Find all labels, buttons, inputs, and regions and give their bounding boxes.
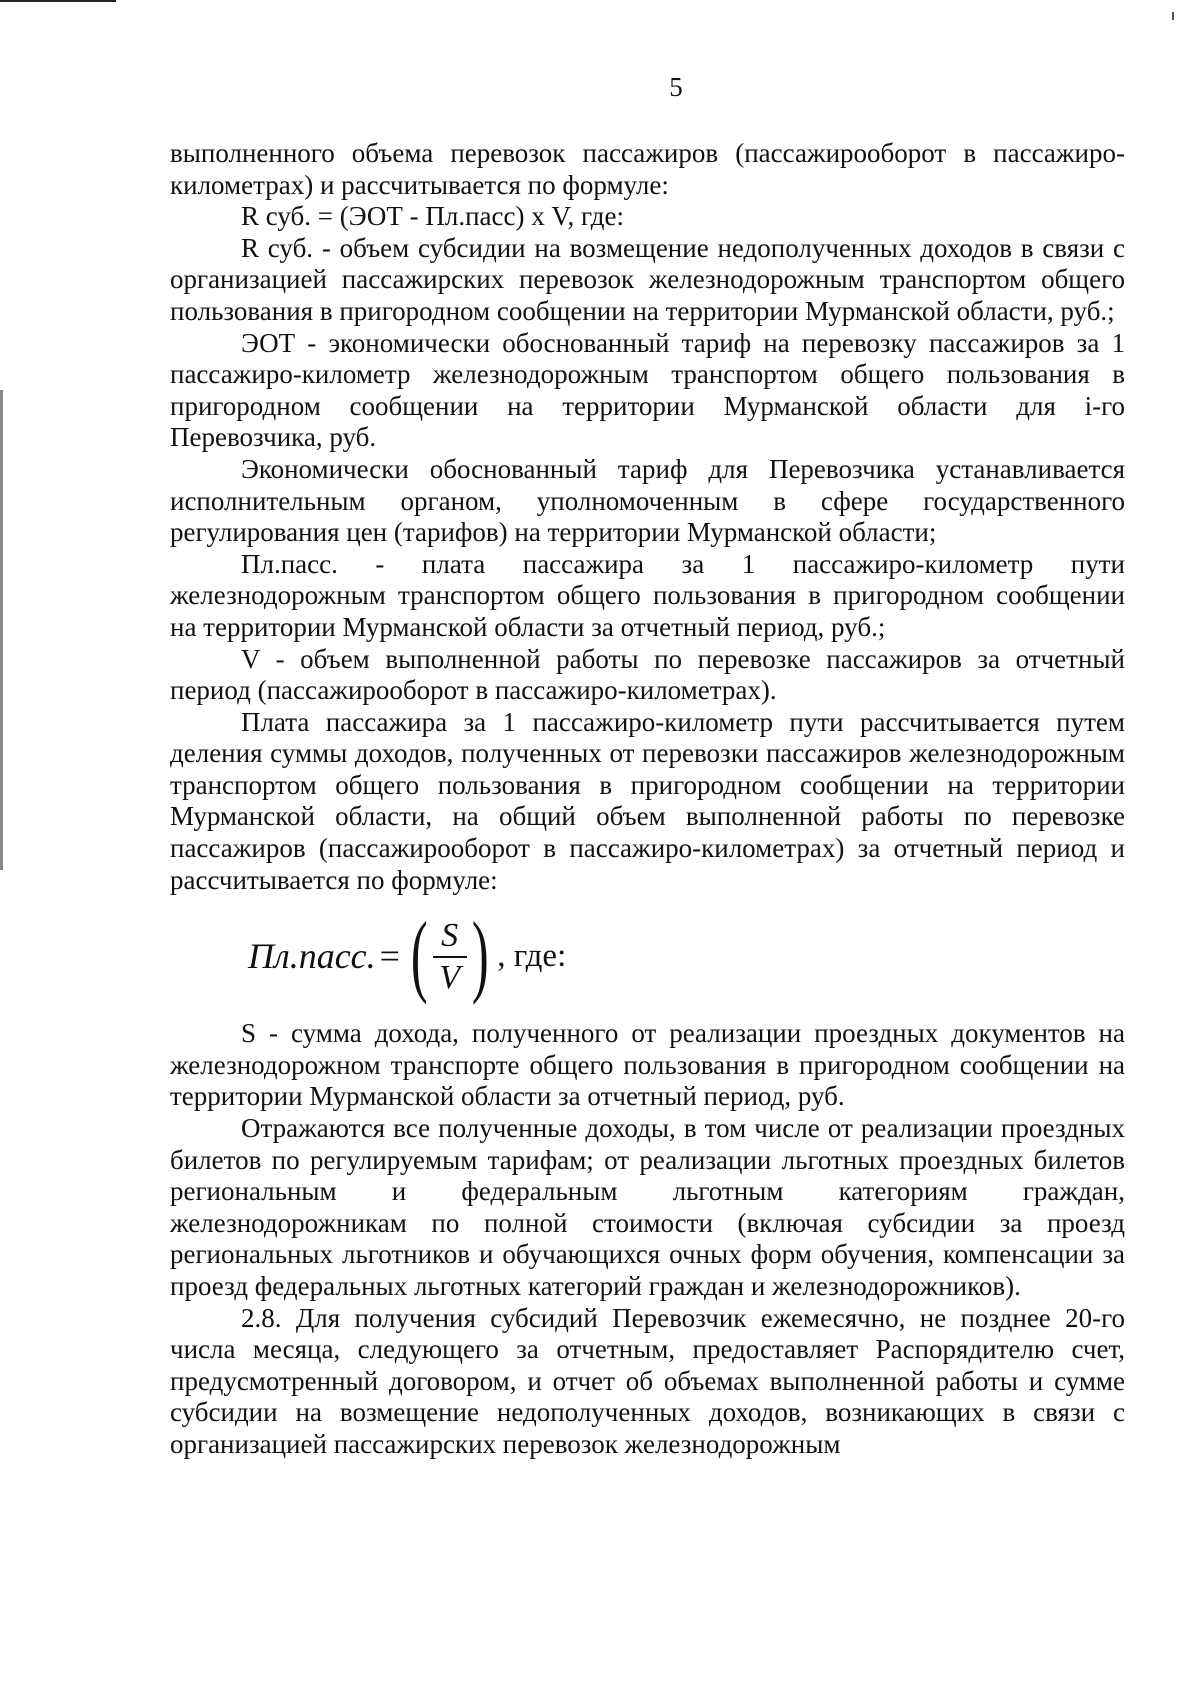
paragraph-def-eot: ЭОТ - экономически обоснованный тариф на перевозку пассажиров за 1 пассажиро-километр железнодорожным транспортом общего пользования в пригородном сообщении на территории Мурманской области для i-го Перевозчика, руб. — [170, 327, 1125, 453]
formula-denominator: V — [439, 959, 460, 997]
formula-equals: = — [379, 936, 400, 977]
paragraph-def-s: S - сумма дохода, полученного от реализации проездных документов на железнодорожном транспорте общего пользования в пригородном сообщении на территории Мурманской области за отчетный период, руб. — [170, 1018, 1125, 1112]
paragraph-intro: выполненного объема перевозок пассажиров (пассажирооборот в пассажиро-километрах) и рассчитывается по формуле: — [170, 138, 1125, 200]
formula-tail: , где: — [497, 938, 567, 975]
formula-lhs: Пл.пасс. — [248, 936, 376, 977]
paragraph-def-v: V - объем выполненной работы по перевозке пассажиров за отчетный период (пассажирооборот в пассажиро-километрах). — [170, 643, 1125, 706]
paragraph-reflected: Отражаются все полученные доходы, в том числе от реализации проездных билетов по регулируемым тарифам; от реализации льготных проездных билетов региональным и федеральным льготным категориям граждан, железнодорожникам по полной стоимости (включая субсидии за проезд региональных льготников и обучающихся очных форм обучения, компенсации за проезд федеральных льготных категорий граждан и железнодорожников). — [170, 1113, 1125, 1301]
formula-paren-close: ) — [471, 903, 489, 1006]
paragraph-eot-set: Экономически обоснованный тариф для Перевозчика устанавливается исполнительным органом, уполномоченным в сфере государственного регулирования цен (тарифов) на территории Мурманской области; — [170, 453, 1125, 548]
paragraph-def-plpass: Пл.пасс. - плата пассажира за 1 пассажиро-километр пути железнодорожным транспортом общего пользования в пригородном сообщении на территории Мурманской области за отчетный период, руб.; — [170, 548, 1125, 642]
formula-paren-open: ( — [410, 903, 428, 1006]
scan-artifact-top — [0, 0, 116, 2]
formula-plpass-block — [170, 896, 1125, 1018]
formula-numerator: S — [441, 917, 459, 955]
paragraph-clause-2-8: 2.8. Для получения субсидий Перевозчик ежемесячно, не позднее 20-го числа месяца, следующего за отчетным, предоставляет Распорядителю счет, предусмотренный договором, и отчет об объемах выполненной работы и сумме субсидии на возмещение недополученных доходов, возникающих в связи с организацией пассажирских перевозок железнодорожным — [170, 1302, 1125, 1459]
scan-artifact-right — [1172, 12, 1174, 20]
formula-subsidy: R суб. = (ЭОТ - Пл.пасс) х V, где: — [241, 201, 624, 232]
paragraph-def-r: R суб. - объем субсидии на возмещение недополученных доходов в связи с организацией пассажирских перевозок железнодорожным транспортом общего пользования в пригородном сообщении на территории Мурманской области, руб.; — [170, 232, 1125, 326]
paragraph-plpass-calc: Плата пассажира за 1 пассажиро-километр пути рассчитывается путем деления суммы доходов, полученных от перевозки пассажиров железнодорожным транспортом общего пользования в пригородном сообщении на территории Мурманской области, на общий объем выполненной работы по перевозке пассажиров (пассажирооборот в пассажиро-километрах) за отчетный период и рассчитывается по формуле: — [170, 706, 1125, 895]
scan-artifact-left — [0, 390, 3, 870]
formula-plpass — [248, 903, 567, 1006]
page-number: 5 — [669, 72, 683, 102]
document-body — [170, 138, 1125, 1461]
formula-fraction — [433, 916, 467, 998]
